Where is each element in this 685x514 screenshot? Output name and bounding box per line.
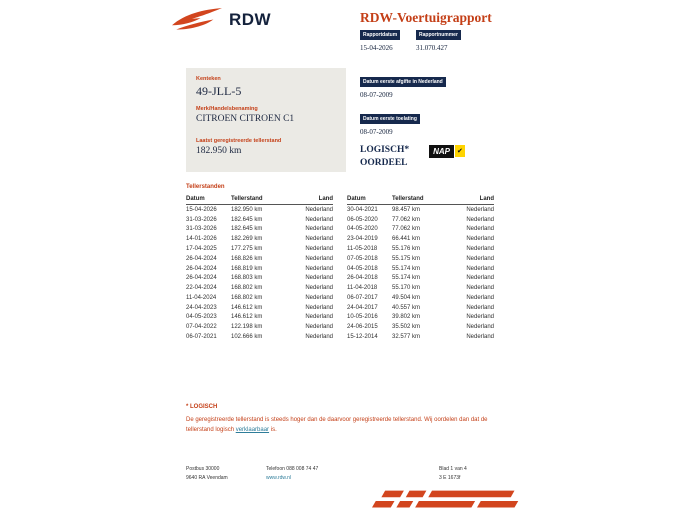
cell-land: Nederland	[305, 334, 333, 341]
speed-stripes-graphic	[372, 488, 522, 512]
table-row	[186, 332, 333, 342]
cell-date: 04-05-2020	[347, 226, 378, 233]
oordeel-line2: OORDEEL	[360, 157, 408, 168]
cell-value: 146.612 km	[231, 314, 263, 321]
cell-date: 11-04-2024	[186, 294, 217, 301]
table-header-row	[186, 195, 333, 205]
footnote-line2-prefix: tellerstand logisch	[186, 427, 236, 434]
table-row	[347, 332, 494, 342]
tellerstanden-table-left	[186, 195, 333, 342]
cell-value: 168.826 km	[231, 255, 263, 262]
toelating-label: Datum eerste toelating	[360, 114, 420, 124]
logisch-footnote	[186, 404, 498, 435]
cell-date: 06-07-2017	[347, 294, 378, 301]
cell-land: Nederland	[305, 304, 333, 311]
table-row	[186, 234, 333, 244]
cell-date: 17-04-2025	[186, 246, 217, 253]
vehicle-summary-box	[186, 68, 346, 172]
footnote-line1: De geregistreerde tellerstand is steeds hoger dan de daarvoor geregistreerde tellerstand. Wij oordelen dan dat de	[186, 417, 488, 423]
tellerstanden-title: Tellerstanden	[186, 184, 225, 190]
cell-value: 182.645 km	[231, 226, 263, 233]
footer-address-line2: 9640 RA Veendam	[186, 475, 228, 481]
table-row	[347, 283, 494, 293]
cell-land: Nederland	[305, 255, 333, 262]
cell-land: Nederland	[305, 324, 333, 331]
col-datum: Datum	[186, 195, 231, 205]
cell-land: Nederland	[305, 265, 333, 272]
merk-label: Merk/Handelsbenaming	[196, 106, 258, 112]
report-meta	[360, 30, 462, 52]
cell-date: 23-04-2019	[347, 236, 378, 243]
cell-value: 40.557 km	[392, 304, 421, 311]
cell-land: Nederland	[305, 226, 333, 233]
cell-date: 04-05-2023	[186, 314, 217, 321]
oordeel-text	[360, 144, 409, 170]
table-row	[347, 264, 494, 274]
cell-land: Nederland	[466, 236, 494, 243]
footer-page-number: Blad 1 van 4	[439, 466, 467, 472]
footnote-line2-suffix: is.	[269, 427, 277, 434]
cell-date: 24-06-2015	[347, 324, 378, 331]
afgifte-value: 08-07-2009	[360, 91, 393, 99]
cell-land: Nederland	[466, 216, 494, 223]
cell-date: 11-04-2018	[347, 285, 378, 292]
cell-land: Nederland	[305, 275, 333, 282]
cell-date: 26-04-2018	[347, 275, 378, 282]
table-row	[186, 254, 333, 264]
cell-value: 98.457 km	[392, 206, 421, 213]
rdw-logo-text: RDW	[229, 9, 272, 29]
table-row	[186, 313, 333, 323]
col-tellerstand: Tellerstand	[392, 195, 449, 205]
cell-value: 122.198 km	[231, 324, 263, 331]
table-row	[347, 225, 494, 235]
footnote-line2	[186, 425, 498, 435]
nap-logo	[429, 145, 465, 158]
table-row	[186, 283, 333, 293]
table-row	[347, 293, 494, 303]
cell-value: 168.803 km	[231, 275, 263, 282]
cell-date: 31-03-2026	[186, 216, 217, 223]
cell-date: 24-04-2023	[186, 304, 217, 311]
table-row	[347, 234, 494, 244]
verklaarbaar-link[interactable]: verklaarbaar	[235, 427, 270, 434]
cell-value: 182.645 km	[231, 216, 263, 223]
table-row	[186, 322, 333, 332]
cell-value: 35.502 km	[392, 324, 421, 331]
tellerstanden-tables	[186, 195, 494, 342]
footer-form-code: 3 E 1673f	[439, 475, 461, 481]
col-land: Land	[288, 195, 333, 205]
cell-land: Nederland	[466, 226, 494, 233]
kenteken-label: Kenteken	[196, 76, 221, 82]
tellerstanden-section	[186, 184, 494, 342]
tellerstand-label: Laatst geregistreerde tellerstand	[196, 137, 282, 144]
rdw-bird-icon	[172, 8, 222, 31]
cell-value: 177.275 km	[231, 246, 263, 253]
cell-date: 14-01-2026	[186, 236, 217, 243]
footer-address-line1: Postbus 30000	[186, 466, 220, 472]
cell-land: Nederland	[466, 304, 494, 311]
cell-date: 26-04-2024	[186, 275, 217, 282]
report-number-block	[416, 30, 462, 52]
toelating-value: 08-07-2009	[360, 128, 393, 136]
table-row	[347, 254, 494, 264]
cell-value: 77.062 km	[392, 216, 421, 223]
report-number-value: 31.070.427	[416, 44, 448, 52]
cell-value: 168.802 km	[231, 285, 263, 292]
cell-date: 24-04-2017	[347, 304, 378, 311]
table-row	[186, 205, 333, 215]
cell-land: Nederland	[305, 314, 333, 321]
cell-land: Nederland	[305, 285, 333, 292]
cell-date: 07-04-2022	[186, 324, 217, 331]
col-datum: Datum	[347, 195, 392, 205]
cell-date: 15-04-2026	[186, 206, 217, 213]
table-row	[186, 273, 333, 283]
cell-date: 10-05-2016	[347, 314, 378, 321]
oordeel-row	[360, 144, 535, 170]
footer-phone: Telefoon 088 008 74 47	[266, 466, 319, 472]
cell-value: 168.819 km	[231, 265, 263, 272]
table-row	[186, 303, 333, 313]
cell-value: 182.950 km	[231, 206, 263, 213]
cell-land: Nederland	[466, 285, 494, 292]
cell-value: 77.062 km	[392, 226, 421, 233]
rdw-logo	[172, 8, 271, 31]
cell-value: 66.441 km	[392, 236, 421, 243]
table-row	[347, 215, 494, 225]
merk-value: CITROEN CITROEN C1	[196, 114, 295, 124]
cell-value: 55.174 km	[392, 275, 421, 282]
footer-page-info	[439, 466, 494, 481]
tellerstand-value: 182.950 km	[196, 145, 242, 156]
col-land: Land	[449, 195, 494, 205]
cell-value: 49.504 km	[392, 294, 421, 301]
table-row	[186, 293, 333, 303]
report-date-value: 15-04-2026	[360, 44, 393, 52]
cell-land: Nederland	[305, 294, 333, 301]
cell-value: 55.176 km	[392, 246, 421, 253]
cell-land: Nederland	[466, 265, 494, 272]
cell-land: Nederland	[466, 324, 494, 331]
table-row	[347, 322, 494, 332]
cell-land: Nederland	[466, 246, 494, 253]
cell-land: Nederland	[466, 255, 494, 262]
report-date-block	[360, 30, 406, 52]
cell-land: Nederland	[466, 314, 494, 321]
cell-date: 11-05-2018	[347, 246, 378, 253]
cell-date: 06-07-2021	[186, 334, 217, 341]
table-row	[347, 303, 494, 313]
nap-check-icon: ✔	[455, 145, 465, 157]
table-row	[347, 244, 494, 254]
footer-contact	[266, 466, 394, 481]
cell-land: Nederland	[466, 275, 494, 282]
oordeel-line1: LOGISCH*	[360, 145, 410, 155]
kenteken-value: 49-JLL-5	[196, 84, 242, 98]
cell-date: 15-12-2014	[347, 334, 378, 341]
cell-value: 32.577 km	[392, 334, 421, 341]
afgifte-label: Datum eerste afgifte in Nederland	[360, 77, 446, 87]
cell-date: 26-04-2024	[186, 265, 217, 272]
cell-value: 102.666 km	[231, 334, 263, 341]
cell-date: 26-04-2024	[186, 255, 217, 262]
cell-date: 31-03-2026	[186, 226, 217, 233]
cell-land: Nederland	[466, 294, 494, 301]
cell-land: Nederland	[305, 246, 333, 253]
cell-land: Nederland	[305, 206, 333, 213]
cell-land: Nederland	[466, 206, 494, 213]
table-row	[186, 215, 333, 225]
table-row	[347, 205, 494, 215]
cell-value: 55.175 km	[392, 255, 421, 262]
table-row	[347, 313, 494, 323]
report-title: RDW-Voertuigrapport	[360, 10, 492, 25]
cell-date: 22-04-2024	[186, 285, 217, 292]
footnote-title: * LOGISCH	[186, 404, 218, 410]
table-row	[186, 264, 333, 274]
table-header-row	[347, 195, 494, 205]
table-row	[347, 273, 494, 283]
col-tellerstand: Tellerstand	[231, 195, 288, 205]
cell-date: 06-05-2020	[347, 216, 378, 223]
cell-land: Nederland	[466, 334, 494, 341]
tellerstanden-table-right	[347, 195, 494, 342]
cell-date: 30-04-2021	[347, 206, 378, 213]
cell-value: 146.612 km	[231, 304, 263, 311]
footer-website-link[interactable]: www.rdw.nl	[266, 475, 292, 481]
cell-value: 39.802 km	[392, 314, 421, 321]
cell-value: 182.269 km	[231, 236, 263, 243]
cell-value: 55.174 km	[392, 265, 421, 272]
page-footer	[186, 466, 494, 481]
cell-value: 168.802 km	[231, 294, 263, 301]
cell-land: Nederland	[305, 216, 333, 223]
report-number-label: Rapportnummer	[416, 30, 461, 40]
cell-date: 04-05-2018	[347, 265, 378, 272]
cell-date: 07-05-2018	[347, 255, 378, 262]
report-date-label: Rapportdatum	[360, 30, 400, 40]
footer-address	[186, 466, 266, 481]
cell-value: 55.170 km	[392, 285, 421, 292]
registration-info	[360, 70, 535, 170]
cell-land: Nederland	[305, 236, 333, 243]
nap-logo-text: NAP	[429, 145, 454, 158]
table-row	[186, 244, 333, 254]
table-row	[186, 225, 333, 235]
